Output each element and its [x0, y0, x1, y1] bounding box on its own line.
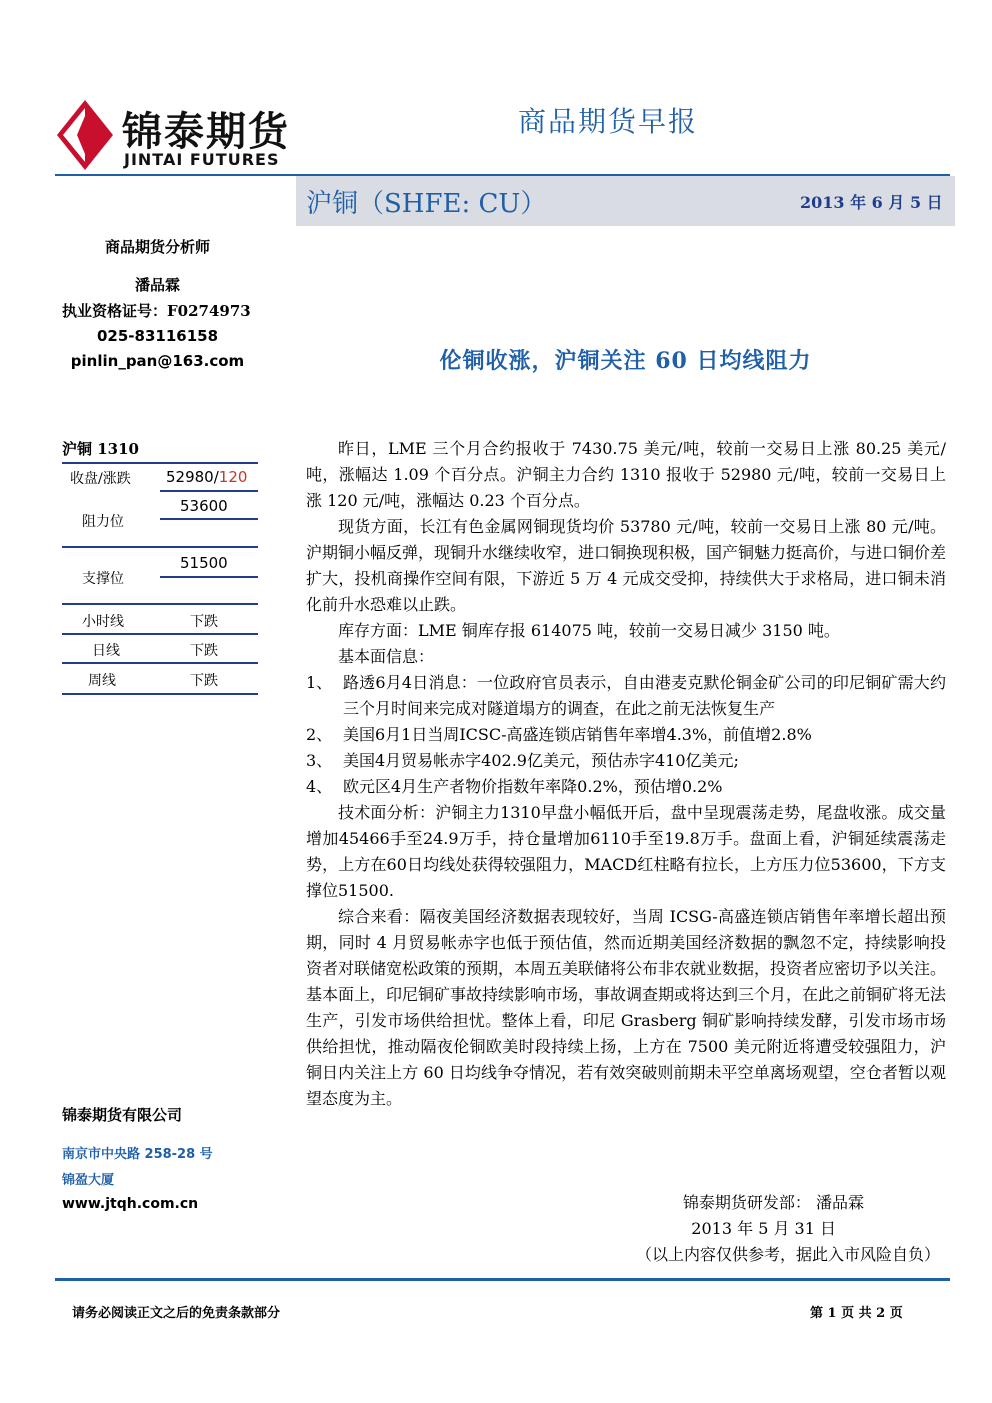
- resistance-value: 53600: [180, 497, 228, 515]
- hourly-label: 小时线: [82, 614, 124, 630]
- quote-row-rule: [62, 603, 258, 605]
- article-body: [306, 436, 946, 1112]
- report-title: 商品期货早报: [518, 105, 699, 138]
- close-price: 52980: [166, 468, 214, 486]
- paragraph-summary: 综合来看：隔夜美国经济数据表现较好，当周 ICSG-高盛连锁店销售年率增长超出预期，同时 4 月贸易帐赤字也低于预估值，然而近期美国经济数据的飘忽不定，持续影响投资者对联储宽松政策的预期，本周五美联储将公布非农就业数据，投资者应密切予以关注。基本面上，印尼铜矿事故持续影响市场，事故调查期或将达到三个月，在此之前铜矿将无法生产，引发市场供给担忧。整体上看，印尼 Grasberg 铜矿影响持续发酵，引发市场市场供给担忧，推动隔夜伦铜欧美时段持续上扬，上方在 7500 美元附近将遭受较强阻力，沪铜日内关注上方 60 日均线争夺情况，若有效突破则前期未平空单离场观望，空仓者暂以观望态度为主。: [306, 907, 947, 1108]
- close-separator: /: [213, 468, 219, 486]
- company-address-line1: 南京市中央路 258-28 号: [62, 1147, 213, 1162]
- footer-divider: [55, 1278, 950, 1281]
- daily-trend: 下跌: [190, 643, 218, 659]
- list-item: [306, 774, 946, 800]
- quote-row-rule: [160, 518, 258, 520]
- analyst-role: 商品期货分析师: [104, 238, 210, 256]
- support-value: 51500: [180, 554, 228, 572]
- weekly-trend: 下跌: [190, 673, 218, 689]
- company-website[interactable]: www.jtqh.com.cn: [62, 1196, 199, 1212]
- hourly-trend: 下跌: [190, 614, 218, 630]
- support-label: 支撑位: [82, 571, 124, 587]
- close-change: 120: [218, 468, 248, 486]
- signature-date: 2013 年 5 月 31 日: [691, 1219, 836, 1238]
- quote-row-rule: [160, 490, 258, 492]
- analyst-name: 潘品霖: [134, 276, 180, 294]
- quote-row-rule: [160, 576, 258, 578]
- analyst-phone: 025-83116158: [96, 327, 219, 345]
- logo-english-name: JINTAI FUTURES: [124, 150, 280, 169]
- list-number: 4、: [306, 777, 333, 796]
- quote-table-title: 沪铜 1310: [62, 440, 139, 458]
- paragraph-fundamentals-heading: 基本面信息：: [338, 647, 435, 666]
- daily-label: 日线: [92, 643, 120, 659]
- resistance-label: 阻力位: [82, 514, 124, 530]
- company-name: 锦泰期货有限公司: [62, 1106, 183, 1124]
- page-number: 第 1 页 共 2 页: [810, 1306, 903, 1321]
- paragraph-spot: 现货方面，长江有色金属网铜现货均价 53780 元/吨，较前一交易日上涨 80 元/吨。沪期铜小幅反弹，现铜升水继续收窄，进口铜换现积极，国产铜魅力挺高价，与进口铜价差扩大，投机商操作空间有限，下游近 5 万 4 元成交受抑，持续供大于求格局，进口铜未消化前升水恐难以止跌。: [306, 517, 947, 614]
- jintai-diamond-icon: [55, 98, 115, 172]
- disclaimer-note: （以上内容仅供参考，据此入市风险自负）: [635, 1245, 940, 1264]
- list-number: 3、: [306, 751, 333, 770]
- list-text: 美国4月贸易帐赤字402.9亿美元，预估赤字410亿美元;: [343, 751, 739, 770]
- quote-table-rule: [62, 462, 258, 464]
- quote-row-rule: [62, 546, 258, 548]
- paragraph-lme: 昨日，LME 三个月合约报收于 7430.75 美元/吨，较前一交易日上涨 80.25 美元/吨，涨幅达 1.09 个百分点。沪铜主力合约 1310 报收于 52980 元/吨，较前一交易日上涨 120 元/吨，涨幅达 0.23 个百分点。: [306, 439, 946, 510]
- logo-chinese-name: 锦泰期货: [122, 108, 290, 155]
- report-date: 2013 年 6 月 5 日: [800, 193, 943, 212]
- footer-disclaimer: 请务必阅读正文之后的免责条款部分: [72, 1306, 281, 1321]
- article-headline: 伦铜收涨，沪铜关注 60 日均线阻力: [439, 348, 812, 374]
- list-number: 2、: [306, 725, 333, 744]
- quote-row-rule: [62, 633, 258, 635]
- subject-title: 沪铜（SHFE: CU）: [306, 189, 547, 219]
- list-item: [306, 748, 946, 774]
- analyst-license: 执业资格证号：F0274973: [62, 302, 251, 320]
- list-text: 路透6月4日消息：一位政府官员表示，自由港麦克默伦铜金矿公司的印尼铜矿需大约三个月时间来完成对隧道塌方的调查，在此之前无法恢复生产: [343, 673, 946, 718]
- list-number: 1、: [306, 673, 333, 692]
- close-value: [166, 468, 247, 486]
- list-item: [306, 722, 946, 748]
- signature-department: 锦泰期货研发部： 潘品霖: [682, 1193, 864, 1212]
- close-label: 收盘/涨跌: [70, 471, 131, 487]
- list-text: 欧元区4月生产者物价指数年率降0.2%，预估增0.2%: [343, 777, 723, 796]
- analyst-email[interactable]: pinlin_pan@163.com: [70, 352, 245, 370]
- list-item: [306, 670, 946, 722]
- list-text: 美国6月1日当周ICSC-高盛连锁店销售年率增4.3%，前值增2.8%: [343, 725, 812, 744]
- weekly-label: 周线: [88, 673, 116, 689]
- paragraph-inventory: 库存方面：LME 铜库存报 614075 吨，较前一交易日减少 3150 吨。: [338, 621, 840, 640]
- quote-row-rule: [62, 662, 258, 664]
- quote-row-rule: [62, 693, 258, 695]
- paragraph-technical: 技术面分析：沪铜主力1310早盘小幅低开后，盘中呈现震荡走势，尾盘收涨。成交量增加45466手至24.9万手，持仓量增加6110手至19.8万手。盘面上看，沪铜延续震荡走势，上方在60日均线处获得较强阻力，MACD红柱略有拉长，上方压力位53600，下方支撑位51500.: [306, 803, 946, 900]
- company-address-line2: 锦盈大厦: [62, 1173, 115, 1188]
